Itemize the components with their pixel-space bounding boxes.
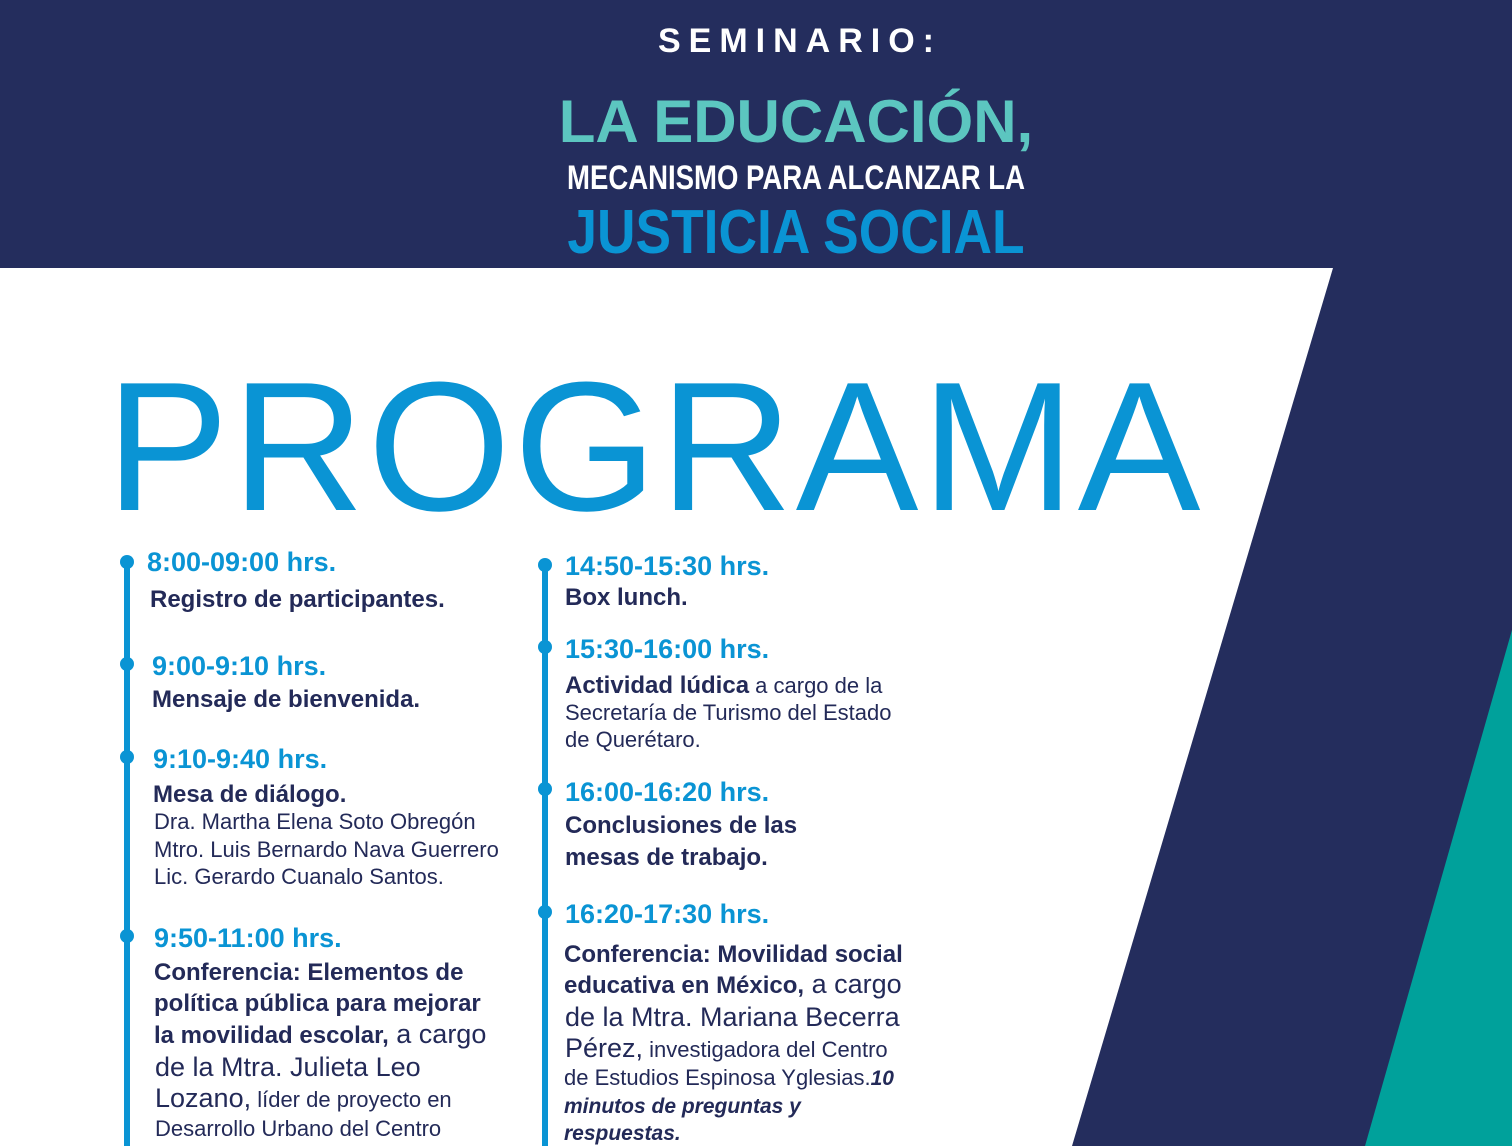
session-text: de Querétaro. xyxy=(565,727,701,752)
timeline-dot xyxy=(538,782,552,796)
session-text: a cargo de la xyxy=(749,673,883,698)
timeline-dot xyxy=(120,929,134,943)
session-line xyxy=(154,1021,486,1049)
timeline-dot xyxy=(120,657,134,671)
time-slot: 16:20-17:30 hrs. xyxy=(565,899,770,929)
session-text: Conferencia: Elementos de xyxy=(154,959,464,986)
session-text: Conclusiones de las xyxy=(565,812,798,839)
timeline-line xyxy=(124,562,130,1146)
timeline-dot xyxy=(538,558,552,572)
session-text: respuestas. xyxy=(564,1122,681,1145)
session-text: mesas de trabajo. xyxy=(565,844,768,871)
session-text: a cargo xyxy=(804,969,902,999)
session-text: Box lunch. xyxy=(565,584,688,611)
time-slot: 15:30-16:00 hrs. xyxy=(565,634,770,664)
title-line-1: LA EDUCACIÓN, xyxy=(558,88,1034,155)
time-slot: 9:10-9:40 hrs. xyxy=(153,744,328,774)
seminar-label: SEMINARIO: xyxy=(658,22,942,60)
session-text: Actividad lúdica xyxy=(565,672,750,699)
session-text: de la Mtra. Mariana Becerra xyxy=(565,1002,900,1032)
session-line xyxy=(565,1035,888,1063)
title-line-2: MECANISMO PARA ALCANZAR LA xyxy=(567,159,1025,197)
session-text: de Estudios Espinosa Yglesias. xyxy=(564,1065,871,1090)
session-text: Mtro. Luis Bernardo Nava Guerrero xyxy=(154,837,499,862)
session-text: 10 xyxy=(870,1067,894,1090)
session-text: de la Mtra. Julieta Leo xyxy=(155,1052,421,1082)
session-text: educativa en México, xyxy=(564,972,805,999)
session-text: Lozano, xyxy=(155,1083,252,1113)
timeline-dot xyxy=(538,905,552,919)
session-text: Lic. Gerardo Cuanalo Santos. xyxy=(154,864,444,889)
time-slot: 16:00-16:20 hrs. xyxy=(565,777,770,807)
session-text: Mensaje de bienvenida. xyxy=(152,686,421,713)
session-text: Desarrollo Urbano del Centro xyxy=(155,1116,442,1141)
title-line-3: JUSTICIA SOCIAL xyxy=(567,198,1025,267)
time-slot: 9:00-9:10 hrs. xyxy=(152,651,327,681)
session-text: la movilidad escolar, xyxy=(154,1022,389,1049)
session-text: política pública para mejorar xyxy=(154,990,481,1017)
timeline-dot xyxy=(538,640,552,654)
session-line xyxy=(564,971,902,999)
session-text: a cargo xyxy=(388,1019,487,1049)
time-slot: 8:00-09:00 hrs. xyxy=(147,547,337,577)
session-text: líder de proyecto en xyxy=(251,1087,452,1112)
session-text: minutos de preguntas y xyxy=(564,1095,801,1118)
session-line xyxy=(155,1085,452,1113)
session-text: Conferencia: Movilidad social xyxy=(564,941,903,968)
timeline-dot xyxy=(120,555,134,569)
time-slot: 9:50-11:00 hrs. xyxy=(154,923,342,953)
session-line xyxy=(565,674,882,698)
time-slot: 14:50-15:30 hrs. xyxy=(565,551,770,581)
session-text: Registro de participantes. xyxy=(150,586,445,613)
session-text: Dra. Martha Elena Soto Obregón xyxy=(154,809,476,834)
timeline-dot xyxy=(120,750,134,764)
program-heading: PROGRAMA xyxy=(106,343,1204,549)
session-line xyxy=(564,1067,894,1090)
session-text: investigadora del Centro xyxy=(643,1037,888,1062)
session-text: Secretaría de Turismo del Estado xyxy=(565,700,892,725)
session-text: Pérez, xyxy=(565,1033,644,1063)
session-text: Mesa de diálogo. xyxy=(153,781,347,808)
